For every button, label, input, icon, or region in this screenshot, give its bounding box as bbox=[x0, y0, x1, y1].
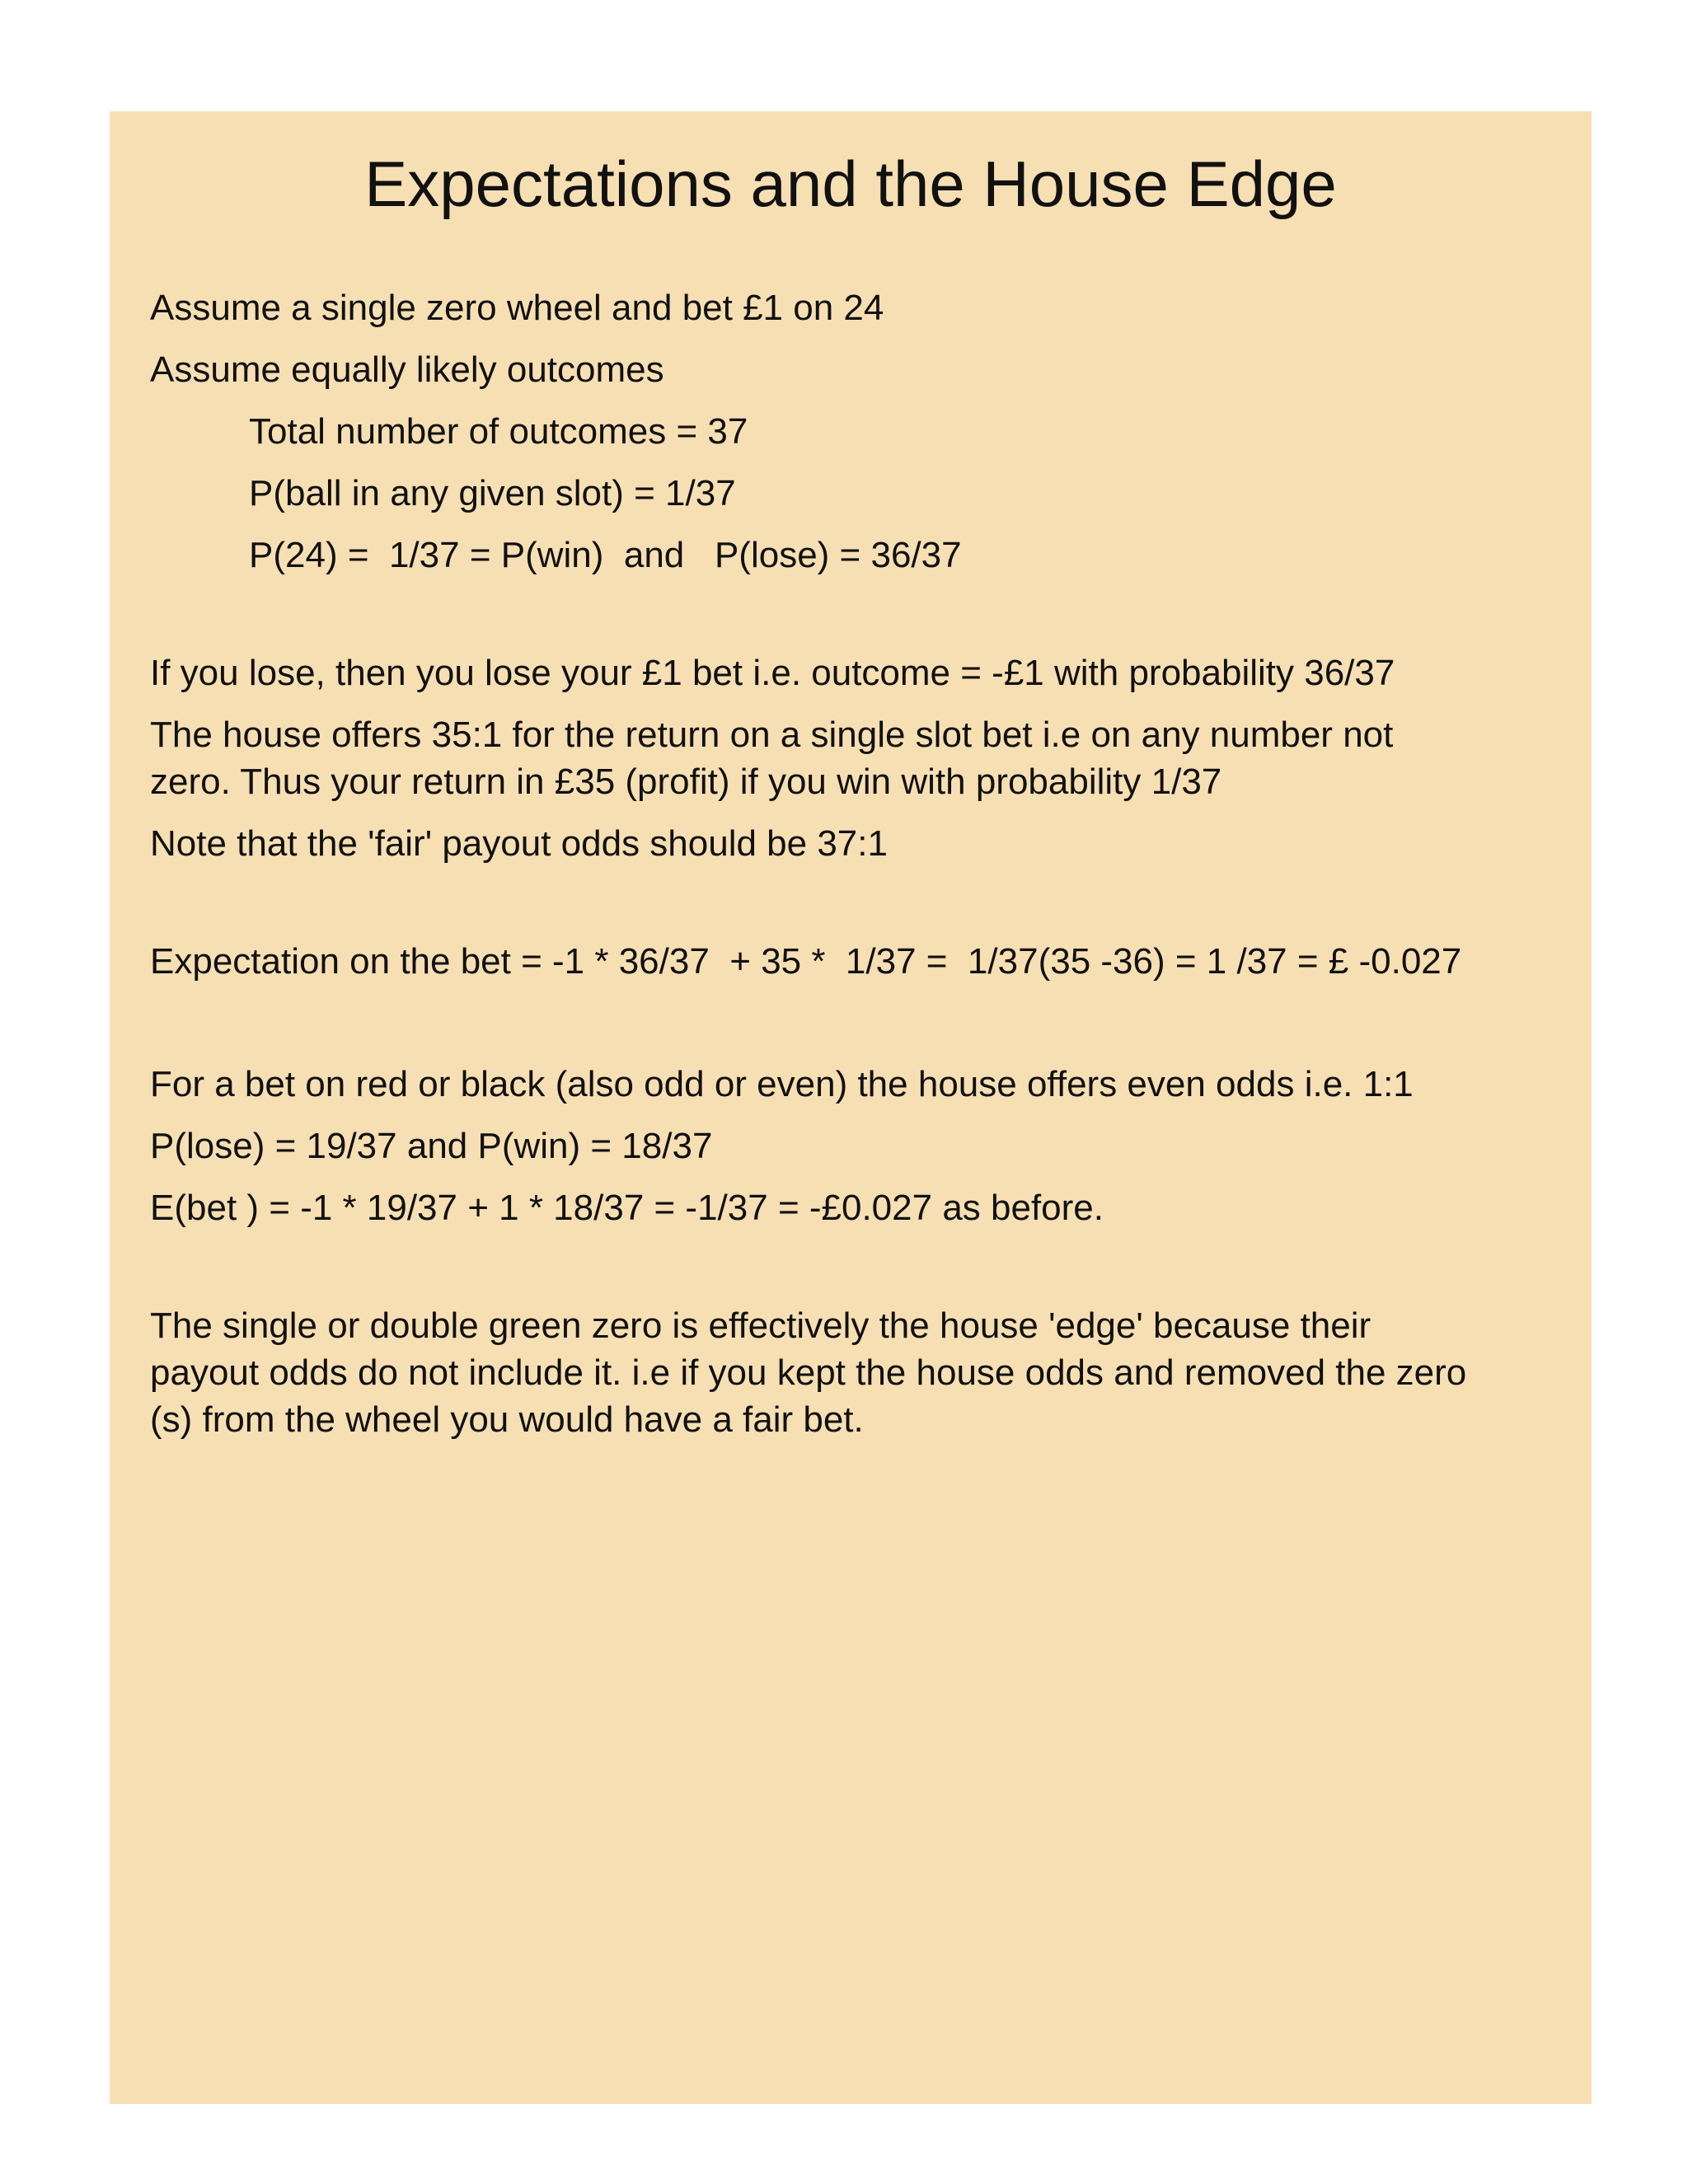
text-line-slot-probability: P(ball in any given slot) = 1/37 bbox=[249, 473, 736, 513]
text-line-expectation: Expectation on the bet = -1 * 36/37 + 35 * 1/37 = 1/37(35 -36) = 1 /37 = £ -0.027 bbox=[150, 941, 1462, 982]
text-line-red-black-probabilities: P(lose) = 19/37 and P(win) = 18/37 bbox=[150, 1126, 713, 1166]
text-line-win-lose-probability: P(24) = 1/37 = P(win) and P(lose) = 36/37 bbox=[249, 535, 962, 575]
text-line-assume-outcomes: Assume equally likely outcomes bbox=[150, 349, 664, 390]
text-line-red-black-expectation: E(bet ) = -1 * 19/37 + 1 * 18/37 = -1/37 = -£0.027 as before. bbox=[150, 1188, 1104, 1228]
text-line-assume-wheel: Assume a single zero wheel and bet £1 on 24 bbox=[150, 288, 884, 328]
text-line-total-outcomes: Total number of outcomes = 37 bbox=[249, 411, 748, 452]
text-paragraph-house-edge: The single or double green zero is effectively the house 'edge' because their payout odds do not include it. i.e if you kept the house odds and removed the zero (s) from the wheel you would have a fair bet. bbox=[150, 1305, 1467, 1440]
text-paragraph-house-offer: The house offers 35:1 for the return on a single slot bet i.e on any number not zero. Thus your return in £35 (profit) if you win with probability 1/37 bbox=[150, 715, 1394, 802]
page-title: Expectations and the House Edge bbox=[364, 148, 1337, 220]
text-line-fair-odds: Note that the 'fair' payout odds should be 37:1 bbox=[150, 823, 888, 864]
slide-panel bbox=[110, 111, 1592, 2104]
text-line-lose-outcome: If you lose, then you lose your £1 bet i.e. outcome = -£1 with probability 36/37 bbox=[150, 653, 1395, 693]
text-line-red-black-bet: For a bet on red or black (also odd or even) the house offers even odds i.e. 1:1 bbox=[150, 1064, 1414, 1104]
